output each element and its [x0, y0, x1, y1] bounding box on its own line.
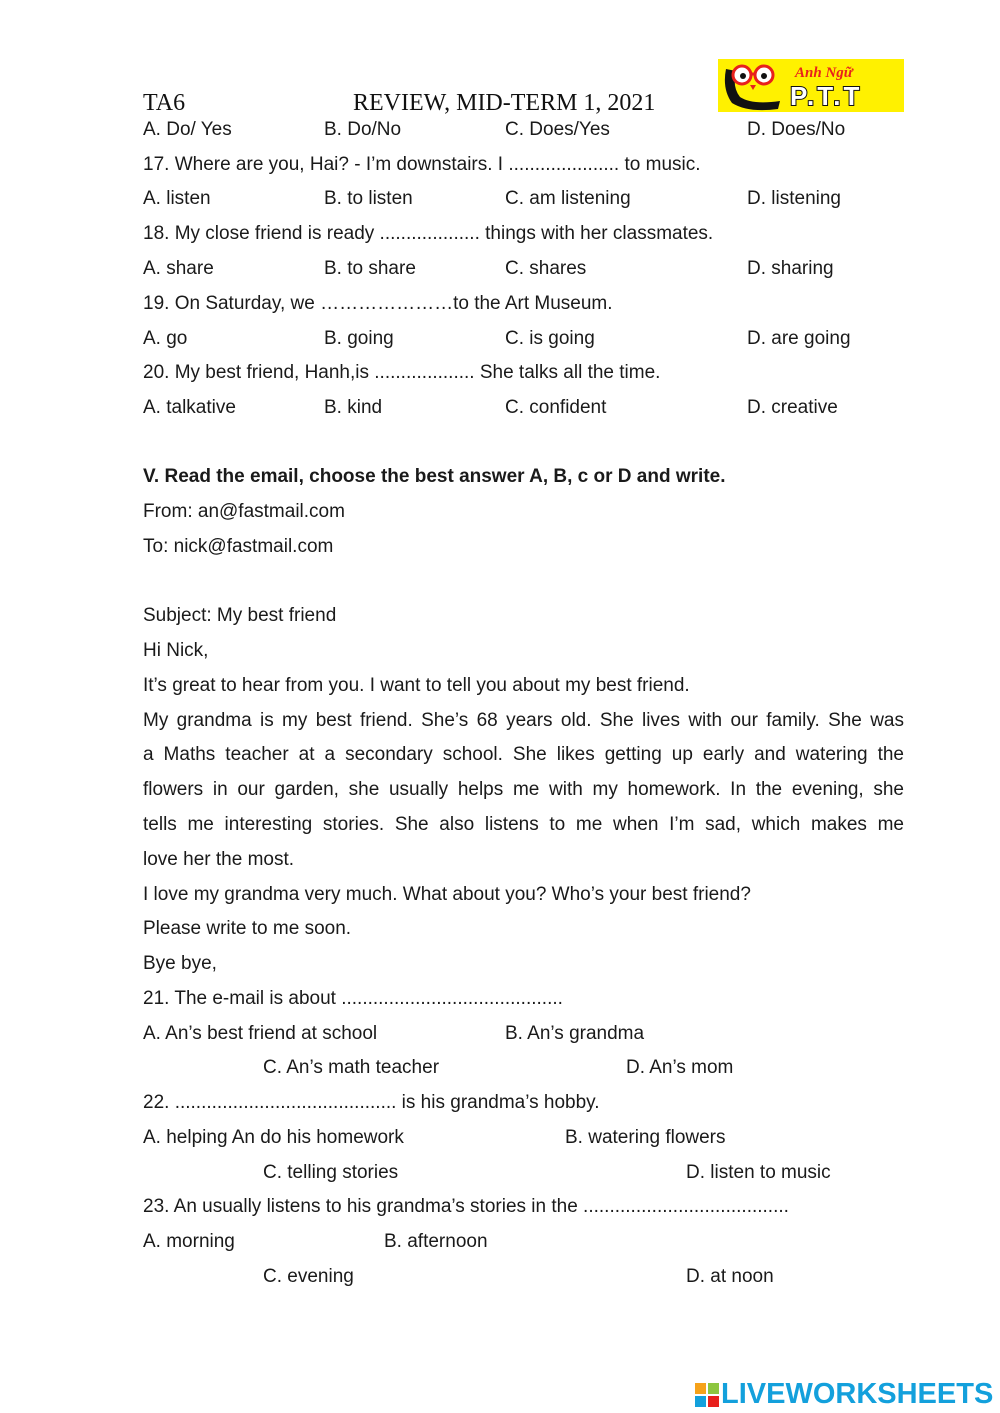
- option-d: D. listening: [747, 188, 841, 209]
- email-closing: I love my grandma very much. What about you? Who’s your best friend?: [143, 884, 751, 905]
- email-body-line: My grandma is my best friend. She’s 68 years old. She lives with our family. She was: [143, 710, 904, 731]
- option-b: B. An’s grandma: [505, 1023, 645, 1044]
- school-logo: [718, 59, 904, 112]
- option-a: A. An’s best friend at school: [143, 1023, 378, 1044]
- option-b: B. watering flowers: [565, 1127, 726, 1148]
- email-body-line: tells me interesting stories. She also listens to me when I’m sad, which makes me: [143, 814, 904, 835]
- question-17: 17. Where are you, Hai? - I’m downstairs. I ..................... to music.: [143, 154, 701, 175]
- email-greeting: Hi Nick,: [143, 640, 209, 661]
- email-closing: Please write to me soon.: [143, 918, 352, 939]
- option-a: A. helping An do his homework: [143, 1127, 404, 1148]
- option-a: A. go: [143, 328, 188, 349]
- header-code: TA6: [143, 90, 186, 116]
- email-body-line: a Maths teacher at a secondary school. She likes getting up early and watering the: [143, 744, 904, 765]
- option-a: A. talkative: [143, 397, 236, 418]
- option-c: C. An’s math teacher: [263, 1057, 440, 1078]
- option-a: A. Do/ Yes: [143, 119, 232, 140]
- option-d: D. creative: [747, 397, 838, 418]
- option-b: B. Do/No: [324, 119, 402, 140]
- question-20: 20. My best friend, Hanh,is ................... She talks all the time.: [143, 362, 661, 383]
- option-c: C. evening: [263, 1266, 354, 1287]
- option-d: D. listen to music: [686, 1162, 831, 1183]
- question-19: 19. On Saturday, we …………………to the Art Museum.: [143, 293, 613, 314]
- option-b: B. going: [324, 328, 394, 349]
- liveworksheets-badge-icon: [695, 1383, 719, 1407]
- email-subject: Subject: My best friend: [143, 605, 337, 626]
- option-d: D. Does/No: [747, 119, 846, 140]
- option-c: C. shares: [505, 258, 587, 279]
- section-heading: V. Read the email, choose the best answer A, B, c or D and write.: [143, 466, 726, 487]
- option-a: A. share: [143, 258, 214, 279]
- option-d: D. sharing: [747, 258, 834, 279]
- option-c: C. confident: [505, 397, 607, 418]
- email-signoff: Bye bye,: [143, 953, 217, 974]
- email-intro: It’s great to hear from you. I want to tell you about my best friend.: [143, 675, 690, 696]
- option-d: D. An’s mom: [626, 1057, 734, 1078]
- option-a: A. morning: [143, 1231, 235, 1252]
- question-23: 23. An usually listens to his grandma’s stories in the .......................................: [143, 1196, 789, 1217]
- liveworksheets-brand: LIVEWORKSHEETS: [721, 1378, 994, 1410]
- question-22: 22. .......................................... is his grandma’s hobby.: [143, 1092, 600, 1113]
- option-c: C. Does/Yes: [505, 119, 610, 140]
- option-d: D. at noon: [686, 1266, 774, 1287]
- option-b: B. to listen: [324, 188, 413, 209]
- page-title: REVIEW, MID-TERM 1, 2021: [353, 90, 656, 116]
- question-21: 21. The e-mail is about ..........................................: [143, 988, 563, 1009]
- logo-bottom-text: P.T.T: [790, 81, 863, 111]
- option-d: D. are going: [747, 328, 851, 349]
- email-body-line: flowers in our garden, she usually helps me with my homework. In the evening, she: [143, 779, 904, 800]
- option-c: C. am listening: [505, 188, 631, 209]
- question-18: 18. My close friend is ready ................... things with her classmates.: [143, 223, 714, 244]
- email-body-last: love her the most.: [143, 849, 295, 870]
- option-b: B. afternoon: [384, 1231, 488, 1252]
- option-b: B. kind: [324, 397, 383, 418]
- email-from: From: an@fastmail.com: [143, 501, 345, 522]
- option-c: C. is going: [505, 328, 595, 349]
- option-b: B. to share: [324, 258, 416, 279]
- email-to: To: nick@fastmail.com: [143, 536, 334, 557]
- logo-top-text: Anh Ngữ: [795, 65, 853, 81]
- option-c: C. telling stories: [263, 1162, 399, 1183]
- option-a: A. listen: [143, 188, 211, 209]
